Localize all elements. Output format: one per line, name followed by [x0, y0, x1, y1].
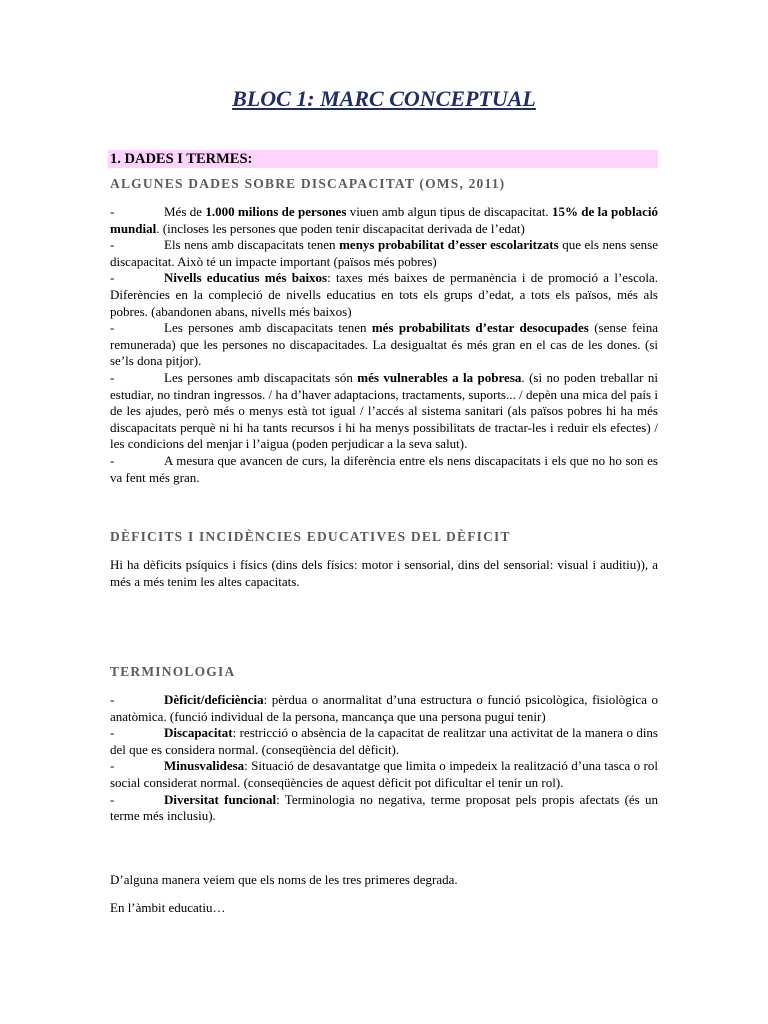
terminology-list [110, 692, 658, 825]
data-list [110, 204, 658, 486]
page-title: BLOC 1: MARC CONCEPTUAL [232, 86, 536, 111]
subheading-terminologia: TERMINOLOGIA [110, 664, 236, 679]
list-item: - Minusvalidesa: Situació de desavantatge que limita o impedeix la realització d’una tasca o rol social considerat normal. (conseqüències de aquest dèficit pot dificultar el tenir un rol). [110, 758, 658, 790]
list-item: - Les persones amb discapacitats tenen més probabilitats d’estar desocupades (sense feina remunerada) que les persones no discapacitades. La desigualtat és més gran en el cas de les dones. (si se’ls dona pitjor). [110, 320, 658, 369]
list-item: - Dèficit/deficiència: pèrdua o anormalitat d’una estructura o funció psicològica, fisiològica o anatòmica. (funció individual de la persona, mancança que una persona pugui tenir) [110, 692, 658, 724]
list-item: - Els nens amb discapacitats tenen menys probabilitat d’esser escolaritzats que els nens sense discapacitat. Això té un impacte important (països més pobres) [110, 237, 659, 269]
section-heading-dades-termes: 1. DADES I TERMES: [108, 150, 658, 168]
list-item: - Nivells educatius més baixos: taxes més baixes de permanència i de promoció a l’escola. Diferències en la compleció de nivells educatius en tots els grups d’edat, a tots els països, més als pobres. (abandonen abans, nivells més baixos) [110, 270, 659, 319]
closing-line-1: D’alguna manera veiem que els noms de les tres primeres degrada. [110, 872, 458, 887]
list-item: - A mesura que avancen de curs, la diferència entre els nens discapacitats i els que no ho son es va fent més gran. [110, 452, 658, 485]
list-item: - Més de 1.000 milions de persones viuen amb algun tipus de discapacitat. 15% de la població mundial. (incloses les persones que poden tenir discapacitat derivada de l’edat) [110, 204, 658, 236]
deficits-paragraph: Hi ha dèficits psíquics i físics (dins dels físics: motor i sensorial, dins del sensorial: visual i auditiu)), a més a més tenim les altes capacitats. [110, 557, 658, 589]
list-item: - Diversitat funcional: Terminologia no negativa, terme proposat pels propis afectats (és un terme més inclusiu). [110, 791, 658, 824]
closing-line-2: En l’àmbit educatiu… [110, 900, 226, 915]
list-item: - Discapacitat: restricció o absència de la capacitat de realitzar una activitat de la manera o dins del que es considera normal. (conseqüència del dèficit). [110, 725, 658, 757]
subheading-deficits: DÈFICITS I INCIDÈNCIES EDUCATIVES DEL DÈFICIT [110, 529, 511, 544]
list-item: - Les persones amb discapacitats són més vulnerables a la pobresa. (si no poden treballar ni estudiar, no tindran ingressos. / ha d’haver adaptacions, tractaments, suports... / depèn una mica del país i de les ajudes, però més o menys està tot igual / l’accés al sistema sanitari (als països pobres hi ha més discapacitats perquè ni hi ha tants recursos i hi ha menys possibilitats de tractar-les i reduir els efectes) / les condicions del menjar i l’aigua (poden perjudicar a la seva salut). [110, 369, 658, 452]
subheading-dades-oms: ALGUNES DADES SOBRE DISCAPACITAT (OMS, 2011) [110, 176, 506, 191]
